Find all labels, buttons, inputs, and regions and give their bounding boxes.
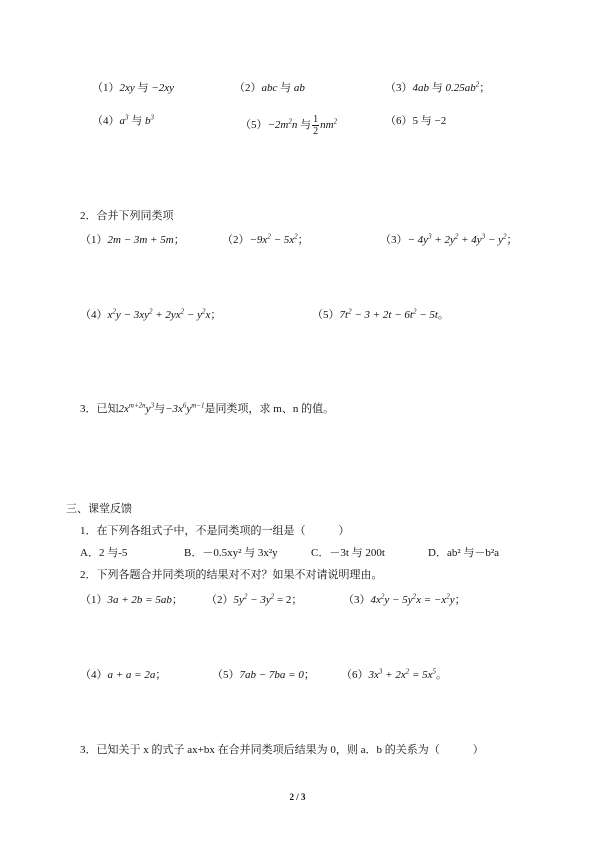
exponent: 2 (412, 307, 417, 316)
exponent: m−1 (191, 401, 205, 410)
item-label: （3） (343, 594, 371, 606)
feedback-q3: 3．已知关于 x 的式子 ax+bx 在合并同类项后结果为 0，则 a．b 的关系为（ ） (80, 744, 484, 756)
math-term: n (291, 119, 298, 132)
math-term: 2xy (119, 82, 135, 94)
math-term: 5 (412, 115, 418, 127)
page-number: 2 / 3 (289, 792, 306, 802)
math-expression: 3a + 2b = 5ab (107, 594, 172, 606)
connector: 与 (131, 115, 143, 127)
exponent: 2 (148, 307, 153, 316)
item-label: （5） (212, 669, 240, 681)
punctuation: ； (210, 309, 222, 321)
combine-3 (380, 233, 518, 247)
math-expression: 2m − 3m + 5m (107, 234, 174, 246)
feedback-q1: 1．在下列各组式子中，不是同类项的一组是（ ） (80, 525, 350, 537)
connector: 与 (154, 403, 166, 415)
exponent: m+2n (128, 401, 146, 410)
pair-6 (385, 114, 446, 128)
math-term: −2 (434, 115, 447, 127)
check-3 (343, 593, 466, 607)
feedback-q2: 2．下列各题合并同类项的结果对不对？如果不对请说明理由。 (80, 569, 383, 581)
math-term: x (107, 309, 113, 321)
punctuation: ； (171, 594, 183, 606)
exponent: 3 (150, 113, 154, 122)
exponent: 3 (378, 667, 383, 676)
exponent: 2 (201, 307, 206, 316)
math-term: − 5t (416, 309, 438, 321)
item-label: （2） (222, 234, 250, 246)
item-label: （5） (312, 309, 340, 321)
exponent: 2 (294, 232, 298, 241)
combine-2 (222, 233, 309, 247)
math-term: y − 3xy (115, 309, 149, 321)
connector: 与 (280, 82, 292, 94)
exponent: 2 (112, 307, 116, 316)
option-a: A．2 与-5 (80, 547, 128, 559)
math-term: b (145, 115, 151, 127)
punctuation: ； (155, 669, 167, 681)
fraction-numerator: 1 (313, 114, 319, 125)
punctuation: 。 (436, 669, 448, 681)
item-label: （6） (341, 669, 369, 681)
exponent: 2 (412, 592, 417, 601)
item-label: （1） (92, 82, 120, 94)
math-term: = 5x (409, 669, 433, 681)
fraction-denominator: 2 (313, 126, 319, 137)
punctuation: ； (479, 82, 491, 94)
check-2 (206, 593, 302, 607)
exponent: 3 (125, 113, 129, 122)
option-c: C．－3t 与 200t (311, 547, 385, 559)
math-term: + 2x (382, 669, 406, 681)
math-term: − 4y (407, 234, 429, 246)
math-term: −3x (165, 403, 183, 415)
punctuation: ； (297, 234, 309, 246)
math-term: ab (293, 82, 305, 94)
combine-1 (80, 233, 185, 247)
connector: 与 (137, 82, 149, 94)
item-label: （2） (234, 82, 262, 94)
combine-5 (312, 308, 449, 322)
exponent: 3 (150, 401, 155, 410)
punctuation: 。 (437, 309, 449, 321)
exponent: 5 (432, 667, 437, 676)
punctuation: ； (506, 234, 518, 246)
math-term: −2m (267, 119, 289, 132)
punctuation: ； (291, 594, 303, 606)
connector: 与 (431, 82, 443, 94)
exponent: 3 (481, 232, 486, 241)
question-text: 是同类项，求 m、n 的值。 (204, 403, 335, 415)
fraction (312, 114, 319, 137)
math-term: 0.25ab (445, 82, 476, 94)
math-term: − 5x (270, 234, 295, 246)
punctuation: ； (454, 594, 466, 606)
pair-3 (385, 81, 490, 95)
check-5 (212, 668, 315, 682)
punctuation: ； (173, 234, 185, 246)
exponent: 3 (428, 232, 432, 241)
connector: 与 (300, 119, 312, 132)
math-term: y − 5y (384, 594, 413, 606)
option-b: B．－0.5xy² 与 3x²y (184, 547, 278, 559)
pair-5 (240, 114, 337, 137)
math-term: a (119, 115, 125, 127)
exponent: 2 (288, 117, 292, 126)
math-term: 7t (339, 309, 349, 321)
math-term: −9x (249, 234, 268, 246)
math-term: = 2 (274, 594, 292, 606)
exponent: 6 (182, 401, 187, 410)
check-1 (80, 593, 183, 607)
math-term: nm (320, 119, 334, 132)
item-label: （1） (80, 234, 108, 246)
math-term: + 2y (431, 234, 455, 246)
math-term: − y (184, 309, 202, 321)
item-label: （4） (80, 669, 108, 681)
exponent: 2 (333, 117, 338, 126)
item-label: （3） (385, 82, 413, 94)
exponent: 2 (405, 667, 410, 676)
item-label: （4） (80, 309, 108, 321)
math-term: y (186, 403, 192, 415)
math-term: −2xy (151, 82, 174, 94)
math-term: abc (261, 82, 278, 94)
section-heading: 三、课堂反馈 (66, 503, 132, 515)
math-term: x (205, 309, 211, 321)
math-term: − 3y (247, 594, 271, 606)
math-term: 2x (118, 403, 129, 415)
pair-2 (234, 81, 305, 95)
punctuation: ； (303, 669, 315, 681)
item-label: （5） (240, 119, 268, 132)
exponent: 2 (475, 80, 480, 89)
math-expression: a + a = 2a (107, 669, 156, 681)
option-d: D．ab² 与－b²a (428, 547, 500, 559)
exponent: 2 (348, 307, 352, 316)
item-label: （4） (92, 115, 120, 127)
pair-1 (92, 81, 174, 95)
pair-4 (92, 114, 154, 128)
exponent: 2 (270, 592, 275, 601)
question-text: 3．已知 (80, 403, 119, 415)
math-term: − y (485, 234, 503, 246)
math-term: x = −x (416, 594, 447, 606)
combine-4 (80, 308, 221, 322)
check-6 (341, 668, 447, 682)
math-term: + 4y (458, 234, 482, 246)
item-label: （2） (206, 594, 234, 606)
math-term: 4ab (412, 82, 429, 94)
exponent: 2 (267, 232, 271, 241)
exponent: 2 (446, 592, 450, 601)
math-term: y (145, 403, 151, 415)
exponent: 2 (503, 232, 507, 241)
section-2-title: 2．合并下列同类项 (80, 210, 174, 222)
math-term: 3x (368, 669, 379, 681)
exponent: 2 (243, 592, 248, 601)
exponent: 2 (380, 592, 385, 601)
question-3-like-terms (80, 402, 334, 416)
math-term: + 2yx (152, 309, 181, 321)
item-label: （6） (385, 115, 413, 127)
connector: 与 (420, 115, 432, 127)
exponent: 2 (454, 232, 459, 241)
math-term: 4x (370, 594, 381, 606)
item-label: （3） (380, 234, 408, 246)
math-term: 5y (233, 594, 244, 606)
check-4 (80, 668, 166, 682)
item-label: （1） (80, 594, 108, 606)
math-term: − 3 + 2t − 6t (351, 309, 413, 321)
math-term: y (449, 594, 455, 606)
exponent: 2 (180, 307, 185, 316)
math-expression: 7ab − 7ba = 0 (239, 669, 304, 681)
